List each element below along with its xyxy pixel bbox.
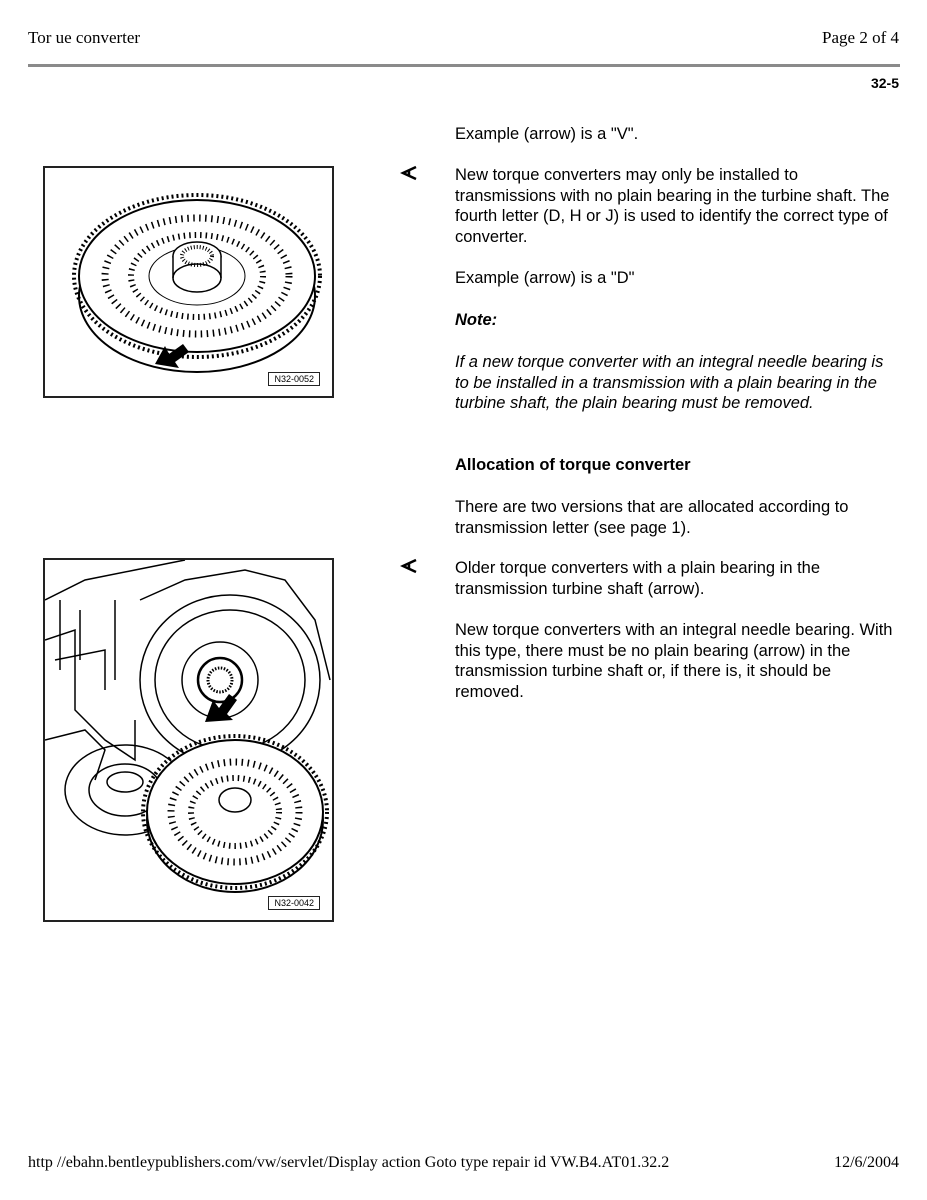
pointer-arrow-icon-1 xyxy=(400,165,418,181)
transmission-illustration xyxy=(45,560,332,920)
older-converters-text: Older torque converters with a plain bearing in the transmission turbine shaft (arrow). xyxy=(455,559,821,598)
example-d-text: Example (arrow) is a "D" xyxy=(455,269,635,287)
footer-url: http //ebahn.bentleypublishers.com/vw/servlet/Display action Goto type repair id VW.B4.AT01.32.2 xyxy=(28,1154,670,1171)
pointer-arrow-icon xyxy=(400,558,418,579)
pointer-arrow-icon-2 xyxy=(400,558,418,574)
allocation-text: There are two versions that are allocated according to transmission letter (see page 1). xyxy=(455,498,849,537)
figure-transmission xyxy=(43,558,334,922)
footer-date: 12/6/2004 xyxy=(834,1154,899,1171)
note-text: If a new torque converter with an integral needle bearing is to be installed in a transmission with a plain bearing in the turbine shaft, the plain bearing must be removed. xyxy=(455,353,884,412)
lower-converter xyxy=(143,736,327,892)
note-heading: Note: xyxy=(455,311,498,329)
figure-1-label: N32-0052 xyxy=(268,372,320,386)
figure-torque-converter xyxy=(43,166,334,398)
torque-converter-illustration xyxy=(45,168,332,396)
example-v-text: Example (arrow) is a "V". xyxy=(455,125,639,143)
header-divider xyxy=(28,64,900,67)
figure-2-label: N32-0042 xyxy=(268,896,320,910)
needle-bearing-text: New torque converters with an integral needle bearing. With this type, there must be no plain bearing (arrow) in the transmission turbine shaft or, if there is, it should be removed. xyxy=(455,621,893,701)
pointer-arrow-icon xyxy=(400,165,418,186)
allocation-heading: Allocation of torque converter xyxy=(455,456,691,474)
section-code: 32-5 xyxy=(870,75,899,91)
converter-body xyxy=(74,195,320,372)
new-converters-text: New torque converters may only be installed to transmissions with no plain bearing in the turbine shaft. The fourth letter (D, H or J) is used to identify the correct type of converter. xyxy=(455,166,890,246)
header-title: Tor ue converter xyxy=(28,28,141,47)
page-number: Page 2 of 4 xyxy=(822,28,899,47)
